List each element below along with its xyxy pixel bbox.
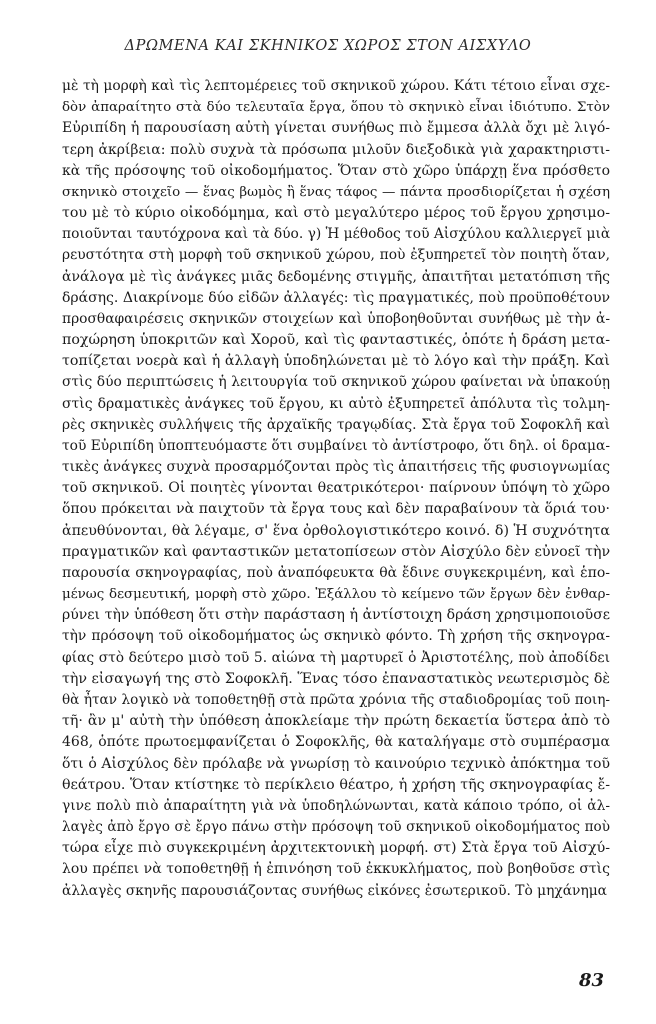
text-line: ἀλλαγὲς σκηνῆς παρουσιάζοντας συνήθως εἰκόνες ἐσωτερικοῦ. Τὸ μηχάνημα (62, 882, 607, 899)
text-line: προσθαφαιρέσεις σκηνικῶν στοιχείων καὶ ὑποβοηθοῦνται συνήθως μὲ τὴν ἀ- (62, 310, 610, 327)
text-line: παρουσία σκηνογραφίας, ποὺ ἀναπόφευκτα θὰ ἔδινε συγκεκριμένη, καὶ ἑπο- (62, 564, 610, 581)
text-line: τικὲς ἀνάγκες συχνὰ προσαρμόζονται πρὸς τὶς ἀπαιτήσεις τῆς φυσιογνωμίας (62, 459, 610, 476)
text-line: ρευστότητα στὴ μορφὴ τοῦ σκηνικοῦ χώρου, ποὺ ἐξυπηρετεῖ τὸν ποιητὴ ὅταν, (62, 247, 610, 264)
text-line: ποιοῦνται ταυτόχρονα καὶ τὰ δύο. γ) Ἡ μέθοδος τοῦ Αἰσχύλου καλλιεργεῖ μιὰ (62, 226, 610, 243)
text-line: τώρα εἶχε πιὸ συγκεκριμένη ἀρχιτεκτονικὴ μορφή. στ) Στὰ ἔργα τοῦ Αἰσχύ- (62, 840, 610, 857)
text-line: ρύνει τὴν ὑπόθεση ὅτι στὴν παράσταση ἡ ἀντίστοιχη δράση χρησιμοποιοῦσε (62, 607, 610, 624)
text-line: ἀπευθύνονται, θὰ λέγαμε, σ' ἕνα ὀρθολογιστικότερο κοινό. δ) Ἡ συχνότητα (62, 522, 610, 539)
text-line: λαγὲς ἀπὸ ἔργο σὲ ἔργο πάνω στὴν πρόσοψη τοῦ σκηνικοῦ οἰκοδομήματος ποὺ (62, 819, 610, 836)
text-line: ἀνάλογα μὲ τὶς ἀνάγκες μιᾶς δεδομένης στιγμῆς, ἀπαιτῆται μετατόπιση τῆς (62, 268, 610, 285)
text-line: δράσης. Διακρίνομε δύο εἰδῶν ἀλλαγές: τὶς πραγματικές, ποὺ προϋποθέτουν (62, 289, 610, 306)
text-line: λου πρέπει νὰ τοποθετηθῇ ἡ ἐπινόηση τοῦ ἐκκυκλήματος, ποὺ βοηθοῦσε στὶς (62, 861, 610, 878)
text-line: ρὲς σκηνικὲς συλλήψεις τῆς ἀρχαϊκῆς τραγῳδίας. Στὰ ἔργα τοῦ Σοφοκλῆ καὶ (62, 416, 610, 433)
body-text (62, 76, 610, 902)
running-head: ΔΡΩΜΕΝΑ ΚΑΙ ΣΚΗΝΙΚΟΣ ΧΩΡΟΣ ΣΤΟΝ ΑΙΣΧΥΛΟ (124, 38, 532, 54)
text-line: σκηνικὸ στοιχεῖο — ἕνας βωμὸς ἢ ἕνας τάφος — πάντα προσδιορίζεται ἡ σχέση (62, 184, 610, 200)
text-line: τὴν εἰσαγωγή της στὸ Σοφοκλῆ. Ἕνας τόσο ἐπαναστατικὸς νεωτερισμὸς δὲ (62, 670, 610, 687)
text-line: τερη ἀκρίβεια: πολὺ συχνὰ τὰ πρόσωπα μιλοῦν διεξοδικὰ γιὰ χαρακτηριστι- (62, 141, 610, 158)
text-line: τῆ· ἂν μ' αὐτὴ τὴν ὑπόθεση ἀποκλείαμε τὴν πρώτη δεκαετία ὕστερα ἀπὸ τὸ (62, 713, 610, 730)
text-line: μένως δεσμευτική, μορφὴ στὸ χῶρο. Ἐξάλλου τὸ κείμενο τῶν ἔργων δὲν ἐνθαρ- (62, 587, 610, 603)
text-line: τοπίζεται νοερὰ καὶ ἡ ἀλλαγὴ ὑποδηλώνεται μὲ τὸ λόγο καὶ τὴν πράξη. Καὶ (62, 353, 610, 370)
text-line: θὰ ἦταν λογικὸ νὰ τοποθετηθῇ στὰ πρῶτα χρόνια τῆς σταδιοδρομίας τοῦ ποιη- (62, 691, 610, 708)
text-line: Εὐριπίδη ἡ παρουσίαση αὐτὴ γίνεται συνήθως πιὸ ἔμμεσα ἀλλὰ ὄχι μὲ λιγό- (62, 120, 610, 137)
text-line: κὰ τῆς πρόσοψης τοῦ οἰκοδομήματος. Ὅταν στὸ χῶρο ὑπάρχῃ ἕνα πρόσθετο (62, 162, 610, 179)
text-line: τοῦ σκηνικοῦ. Οἱ ποιητὲς γίνονται θεατρικότεροι· παίρνουν ὑπόψη τὸ χῶρο (62, 480, 610, 497)
text-line: 468, ὁπότε πρωτοεμφανίζεται ὁ Σοφοκλῆς, θὰ καταλήγαμε στὸ συμπέρασμα (62, 734, 610, 751)
text-line: ὅτι ὁ Αἰσχύλος δὲν πρόλαβε νὰ γνωρίσῃ τὸ καινούριο τεχνικὸ ἀπόκτημα τοῦ (62, 755, 610, 772)
text-line: του μὲ τὸ κύριο οἰκοδόμημα, καὶ στὸ μεγαλύτερο μέρος τοῦ ἔργου χρησιμο- (62, 205, 610, 222)
text-line: γινε πολὺ πιὸ ἀπαραίτητη γιὰ νὰ ὑποδηλώνωνται, κατὰ κάποιο τρόπο, οἱ ἀλ- (62, 797, 610, 814)
text-line: θεάτρου. Ὅταν κτίστηκε τὸ περίκλειο θέατρο, ἡ χρήση τῆς σκηνογραφίας ἔ- (62, 776, 610, 793)
text-line: τοῦ Εὐριπίδη ὑποπτευόμαστε ὅτι συμβαίνει τὸ ἀντίστροφο, ὅτι δηλ. οἱ δραμα- (62, 437, 610, 454)
text-line: ποχώρηση ὑποκριτῶν καὶ Χοροῦ, καὶ τὶς φανταστικές, ὁπότε ἡ δράση μετα- (62, 332, 610, 349)
text-line: στὶς δραματικὲς ἀνάγκες τοῦ ἔργου, κι αὐτὸ ἐξυπηρετεῖ ἀπόλυτα τὶς τολμη- (62, 395, 610, 412)
text-line: στὶς δύο περιπτώσεις ἡ λειτουργία τοῦ σκηνικοῦ χώρου φαίνεται νὰ ὑπακούῃ (62, 374, 610, 391)
text-line: δὸν ἀπαραίτητο στὰ δύο τελευταῖα ἔργα, ὅπου τὸ σκηνικὸ εἶναι ἰδιότυπο. Στὸν (62, 100, 610, 116)
text-line: μὲ τὴ μορφὴ καὶ τὶς λεπτομέρειες τοῦ σκηνικοῦ χώρου. Κάτι τέτοιο εἶναι σχε- (62, 78, 610, 94)
text-line: ὅπου πρόκειται νὰ παιχτοῦν τὰ ἔργα τους καὶ δὲν παραβαίνουν τὰ ὅριά του· (62, 501, 610, 518)
text-line: φίας στὸ δεύτερο μισὸ τοῦ 5. αἰώνα τὴ μαρτυρεῖ ὁ Ἀριστοτέλης, ποὺ ἀποδίδει (62, 649, 610, 666)
page-number: 83 (578, 970, 604, 991)
text-line: τὴν πρόσοψη τοῦ οἰκοδομήματος ὡς σκηνικὸ φόντο. Τὴ χρήση τῆς σκηνογρα- (62, 628, 610, 645)
text-line: πραγματικῶν καὶ φανταστικῶν μετατοπίσεων στὸν Αἰσχύλο δὲν εὐνοεῖ τὴν (62, 543, 610, 560)
